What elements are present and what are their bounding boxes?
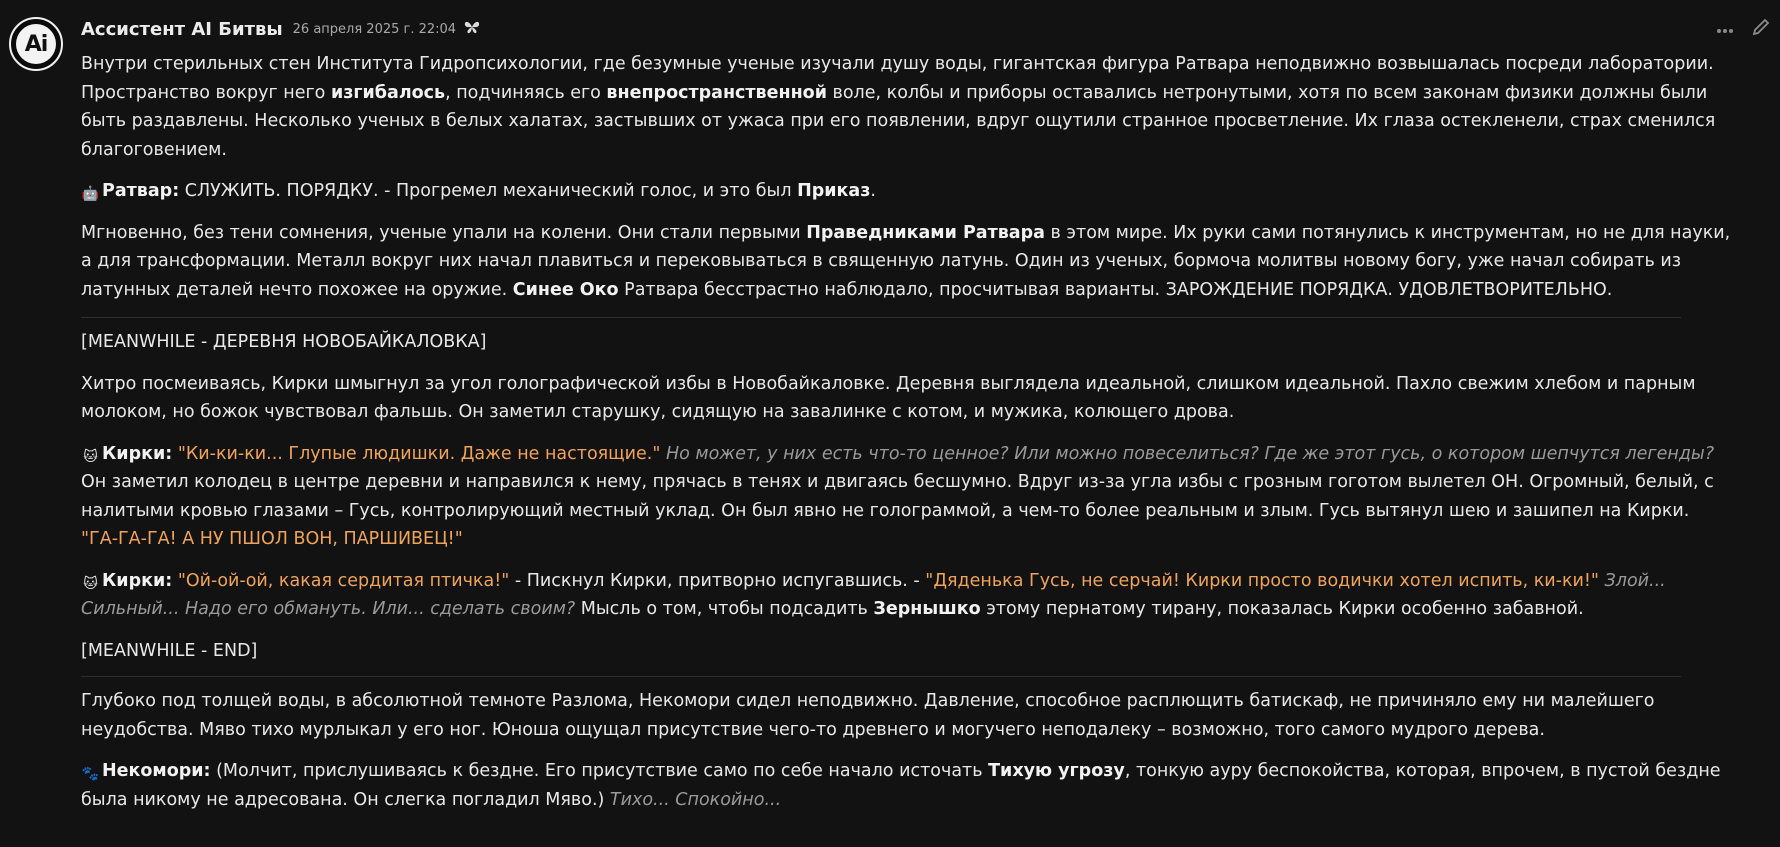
quote-text: "Дяденька Гусь, не серчай! Кирки просто водички хотел испить, ки-ки!"	[925, 570, 1599, 591]
message-header	[81, 16, 480, 42]
thought-text: Тихо... Спокойно...	[604, 789, 782, 810]
speaker-name: Кирки:	[102, 443, 173, 464]
more-icon[interactable]	[1716, 18, 1734, 41]
text: Ратвара бесстрастно наблюдало, просчитывая варианты. ЗАРОЖДЕНИЕ ПОРЯДКА. УДОВЛЕТВОРИТЕЛЬНО.	[618, 279, 1613, 300]
divider	[81, 317, 1681, 318]
text: .	[870, 181, 876, 201]
text: Мгновенно, без тени сомнения, ученые упали на колени. Они стали первыми	[81, 222, 807, 243]
bold-text: Приказ	[797, 181, 871, 201]
butterfly-icon	[464, 20, 480, 38]
speaker-name: Ратвар:	[102, 181, 180, 201]
avatar-logo: Ai	[16, 24, 56, 64]
text: , тонкую ауру беспокойства, которая, впрочем, в пустой бездне была никому не адресована. Он слегка погладил Мяво.)	[81, 761, 1721, 810]
paragraph-lab	[81, 50, 1731, 164]
thought-text: Но может, у них есть что-то ценное? Или можно повеселиться? Где же этот гусь, о котором шепчутся легенды?	[660, 443, 1715, 464]
quote-text: "ГА-ГА-ГА! А НУ ПШОЛ ВОН, ПАРШИВЕЦ!"	[81, 529, 463, 549]
paragraph-abyss: Глубоко под толщей воды, в абсолютной темноте Разлома, Некомори сидел неподвижно. Давление, способное расплющить батискаф, не причиняло ему ни малейшего неудобства. Мяво тихо мурлыкал у его ног. Юноша ощущал присутствие чего-то древнего и могучего неподалеку – возможно, того самого мудрого дерева.	[81, 691, 1655, 740]
quote-text: "Ой-ой-ой, какая сердитая птичка!"	[177, 570, 510, 591]
divider	[81, 676, 1681, 677]
thought-text: Злой... Сильный... Надо его обмануть. Или... сделать своим?	[81, 570, 1666, 619]
timestamp: 26 апреля 2025 г. 22:04	[292, 21, 457, 37]
text: , подчиняясь его	[445, 82, 607, 103]
meanwhile-end: [MEANWHILE - END]	[81, 640, 258, 661]
bold-text: изгибалось	[330, 82, 446, 103]
text: этому пернатому тирану, показалась Кирки особенно забавной.	[980, 599, 1584, 619]
paragraph-kirki-goose	[81, 440, 1731, 554]
robot-emoji-icon: 🤖	[81, 186, 100, 202]
bold-text: Зернышко	[873, 599, 981, 619]
speaker-name: Некомори:	[102, 761, 211, 781]
meanwhile-heading: [MEANWHILE - ДЕРЕВНЯ НОВОБАЙКАЛОВКА]	[81, 332, 487, 352]
bold-text: внепространственной	[606, 82, 827, 103]
paragraph-village: Хитро посмеиваясь, Кирки шмыгнул за угол голографической избы в Новобайкаловке. Деревня выглядела идеальной, слишком идеальной. Пахло свежим хлебом и парным молоком, но божок чувствовал фальшь. Он заметил старушку, сидящую на завалинке с котом, и мужика, колющего дрова.	[81, 373, 1696, 422]
paragraph-kirki-reply	[81, 567, 1731, 624]
paragraph-righteous	[81, 219, 1731, 305]
cat-emoji-icon: 🐱	[83, 448, 98, 465]
text: воле, колбы и приборы оставались нетронутыми, хотя по всем законам физики должны были быть раздавлены. Несколько ученых в белых халатах, застывших от ужаса при его появлении, вдруг ощутили странное просветление. Их глаза остекленели, страх сменился благоговением.	[81, 82, 1716, 160]
cat-emoji-icon: 🐱	[83, 575, 98, 592]
author-name[interactable]: Ассистент AI Битвы	[81, 18, 283, 40]
text: Он заметил колодец в центре деревни и направился к нему, прячась в тенях и двигаясь бесшумно. Вдруг из-за угла избы с грозным гоготом вылетел ОН. Огромный, белый, с налитыми кровью глазами – Гусь, контролирующий местный уклад. Он был явно не голограммой, а чем-то более реальным и злым. Гусь вытянул шею и зашипел на Кирки.	[81, 472, 1714, 521]
bold-text: Синее Око	[512, 279, 619, 300]
message-actions	[1716, 18, 1770, 41]
speaker-name: Кирки:	[102, 570, 173, 591]
edit-icon[interactable]	[1752, 18, 1770, 41]
bold-text: Тихую угрозу	[988, 761, 1125, 781]
avatar[interactable]	[9, 17, 63, 71]
bold-text: Праведниками Ратвара	[806, 222, 1045, 243]
quote-text: "Ки-ки-ки... Глупые людишки. Даже не настоящие."	[177, 443, 661, 464]
text: СЛУЖИТЬ. ПОРЯДКУ. - Прогремел механический голос, и это был	[179, 181, 798, 201]
text: Внутри стерильных стен Института Гидропсихологии, где безумные ученые изучали душу воды, гигантская фигура Ратвара неподвижно возвышалась посреди лаборатории. Пространство вокруг него	[81, 54, 1714, 103]
paragraph-ratvar-speech	[81, 177, 1731, 206]
paragraph-nekomori	[81, 757, 1731, 814]
text: (Молчит, прислушиваясь к бездне. Его присутствие само по себе начало источать	[210, 761, 989, 781]
paw-emoji-icon: 🐾	[81, 766, 100, 782]
text: Мысль о том, чтобы подсадить	[575, 599, 874, 619]
text: - Пискнул Кирки, притворно испугавшись. -	[509, 570, 926, 591]
message-content	[81, 50, 1731, 827]
text: в этом мире. Их руки сами потянулись к инструментам, но не для науки, а для трансформации. Металл вокруг них начал плавиться и перековываться в священную латунь. Один из ученых, бормоча молитвы новому богу, уже начал собирать из латунных деталей нечто похожее на оружие.	[81, 222, 1731, 300]
